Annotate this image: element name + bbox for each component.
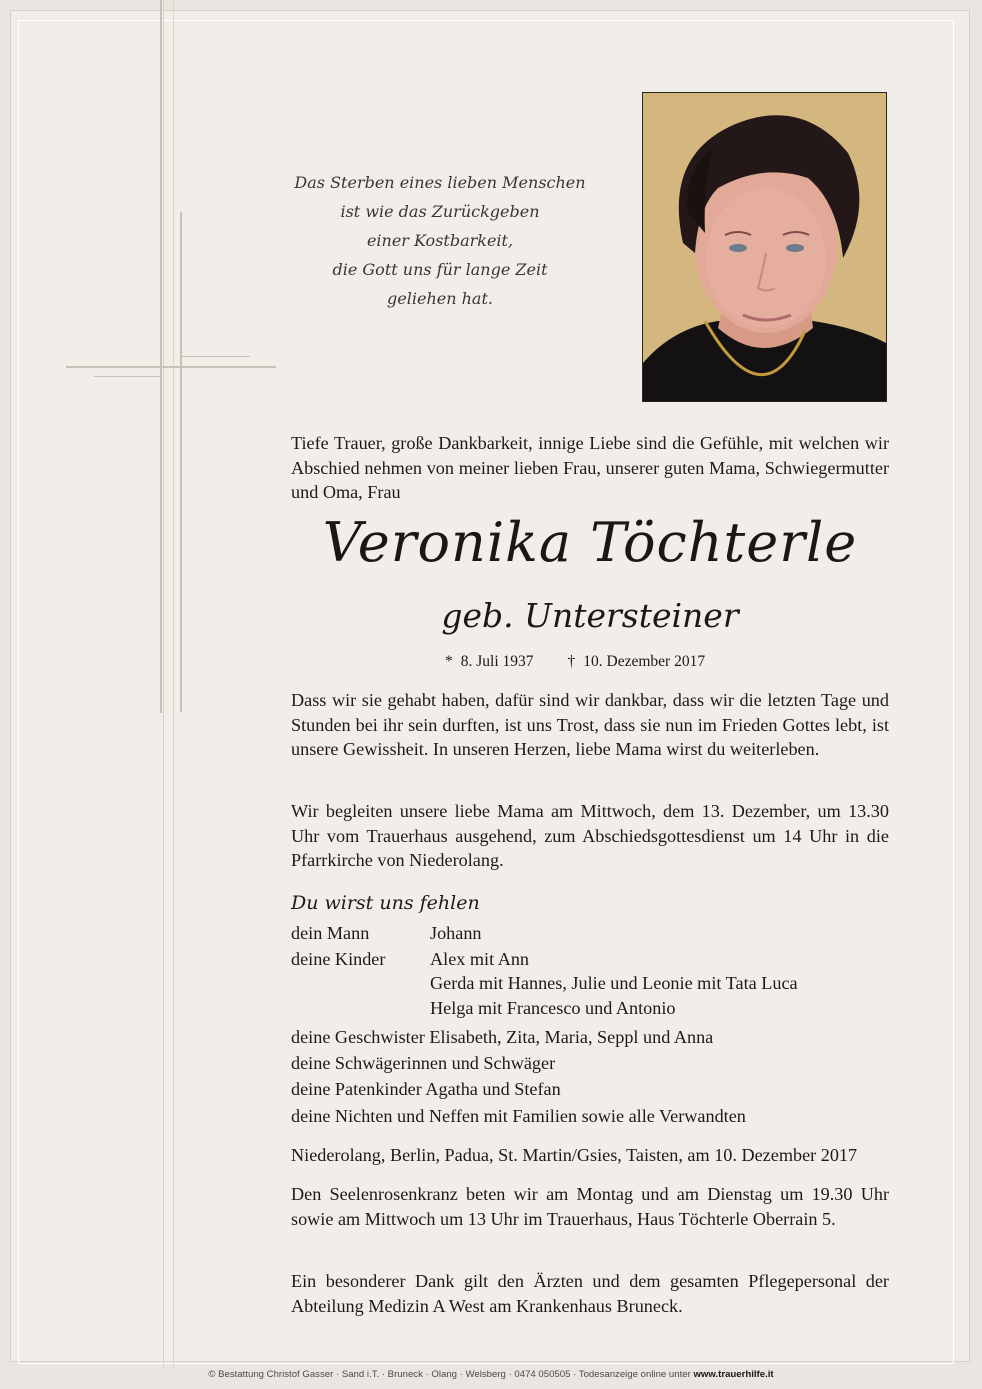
- footer-text: © Bestattung Christof Gasser · Sand i.T. · Bruneck · Olang · Welsberg · 0474 050505 · Todesanzeige online unter: [208, 1369, 694, 1380]
- mourner-row: deine Schwägerinnen und Schwäger: [291, 1053, 556, 1073]
- footer-credits: [0, 1368, 982, 1382]
- mourner-relation: dein Mann: [291, 923, 370, 943]
- left-border-line: [163, 0, 164, 1370]
- mourner-row: [291, 921, 482, 946]
- mourner-row: deine Patenkinder Agatha und Stefan: [291, 1079, 561, 1099]
- portrait-photo: [643, 93, 886, 401]
- left-border-line-2: [173, 0, 174, 1370]
- mourner-names: Gerda mit Hannes, Julie und Leonie mit Tata Luca: [430, 973, 798, 993]
- mourner-row: deine Geschwister Elisabeth, Zita, Maria, Seppl und Anna: [291, 1027, 714, 1047]
- footer-link[interactable]: www.trauerhilfe.it: [693, 1369, 774, 1380]
- thanks-paragraph: Ein besonderer Dank gilt den Ärzten und dem gesamten Pflegepersonal der Abteilung Medizin A West am Krankenhaus Bruneck.: [291, 1271, 889, 1316]
- quote-line: einer Kostbarkeit,: [366, 231, 514, 250]
- memorial-quote: [260, 168, 620, 313]
- birth-symbol: *: [445, 653, 453, 670]
- quote-line: Das Sterben eines lieben Menschen: [294, 173, 586, 192]
- quote-line: ist wie das Zurückgeben: [340, 202, 540, 221]
- mourner-names: Johann: [430, 923, 482, 943]
- birth-date: 8. Juli 1937: [460, 653, 534, 670]
- quote-line: die Gott uns für lange Zeit: [332, 260, 548, 279]
- death-cross-icon: †: [567, 653, 576, 670]
- maiden-name: geb. Untersteiner: [441, 596, 739, 635]
- mourner-row: deine Nichten und Neffen mit Familien sowie alle Verwandten: [291, 1106, 746, 1126]
- mourner-names: Alex mit Ann: [430, 949, 530, 969]
- gratitude-paragraph: Dass wir sie gehabt haben, dafür sind wir dankbar, dass wir die letzten Tage und Stunden bei ihr sein durften, ist uns Trost, dass sie nun im Frieden Gottes lebt, ist unsere Gewissheit. In unseren Herzen, liebe Mama wirst du weiterleben.: [291, 690, 889, 760]
- mourner-row: [291, 947, 530, 972]
- death-date: 10. Dezember 2017: [583, 653, 706, 670]
- funeral-paragraph: Wir begleiten unsere liebe Mama am Mittwoch, dem 13. Dezember, um 13.30 Uhr vom Trauerhaus ausgehend, zum Abschiedsgottesdienst um 14 Uhr in die Pfarrkirche von Niederolang.: [291, 801, 889, 871]
- intro-paragraph: Tiefe Trauer, große Dankbarkeit, innige Liebe sind die Gefühle, mit welchen wir Abschied nehmen von meiner lieben Frau, unserer guten Mama, Schwiegermutter und Oma, Frau: [291, 433, 889, 503]
- place-and-date: Niederolang, Berlin, Padua, St. Martin/Gsies, Taisten, am 10. Dezember 2017: [291, 1145, 858, 1165]
- rosary-paragraph: Den Seelenrosenkranz beten wir am Montag und am Dienstag um 19.30 Uhr sowie am Mittwoch um 13 Uhr im Trauerhaus, Haus Töchterle Oberrain 5.: [291, 1184, 889, 1229]
- mourners-heading: Du wirst uns fehlen: [291, 892, 480, 914]
- life-dates: [445, 651, 705, 673]
- deceased-name: Veronika Töchterle: [322, 511, 858, 574]
- mourner-relation: deine Kinder: [291, 949, 386, 969]
- mourner-names: Helga mit Francesco und Antonio: [430, 998, 676, 1018]
- quote-line: geliehen hat.: [387, 289, 493, 308]
